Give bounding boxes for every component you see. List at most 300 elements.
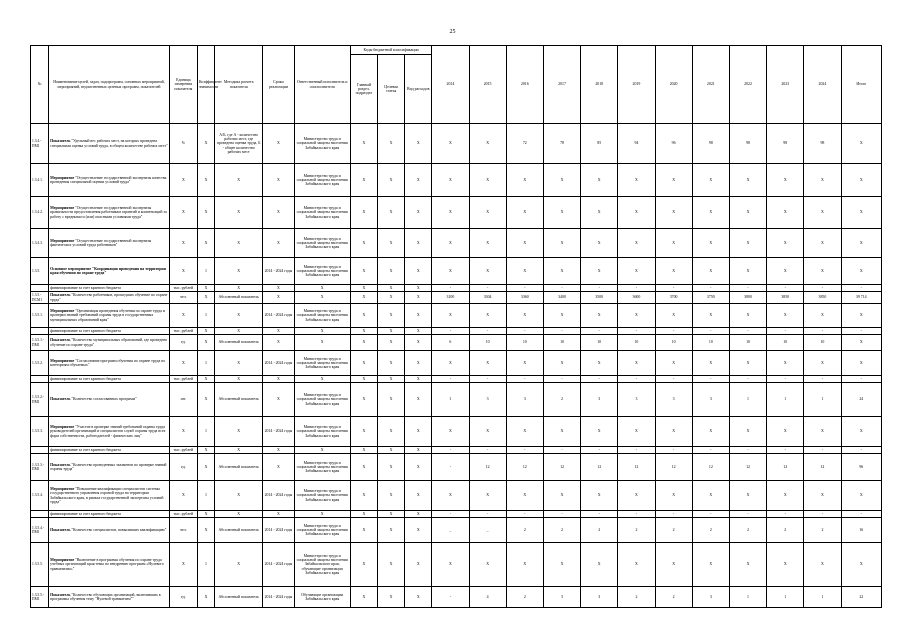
row-name [49, 417, 170, 447]
row-year-value: X [506, 229, 543, 258]
row-method: X [215, 376, 263, 383]
row-period: X [263, 383, 294, 417]
row-year-value: - [506, 447, 543, 454]
row-year-value: X [581, 543, 618, 587]
table-row [31, 417, 882, 447]
header-year: 2023 [767, 46, 804, 124]
row-total: X [841, 304, 881, 328]
row-year-value: X [655, 197, 692, 229]
row-year-value: X [469, 481, 506, 511]
row-target: X [377, 229, 404, 258]
table-row [31, 481, 882, 511]
row-coef: X [197, 335, 214, 351]
row-year-value: X [692, 258, 729, 285]
row-year-value: - [469, 376, 506, 383]
row-unit: тыс. рублей [169, 376, 197, 383]
row-total: - [841, 511, 881, 518]
row-year-value: X [543, 229, 580, 258]
header-coef: Коэффициент значимости [197, 46, 214, 124]
row-unit: тыс. рублей [169, 285, 197, 292]
row-total: X [841, 258, 881, 285]
row-year-value: X [692, 229, 729, 258]
row-name [49, 197, 170, 229]
header-year: 2016 [506, 46, 543, 124]
row-method: X [215, 229, 263, 258]
row-name [49, 454, 170, 481]
row-name-label: Показатель [50, 293, 71, 298]
table-row [31, 328, 882, 335]
row-year-value: - [767, 376, 804, 383]
row-total: X [841, 124, 881, 164]
row-period: X [263, 164, 294, 197]
row-year-value: 10 [767, 335, 804, 351]
row-coef: X [197, 587, 214, 608]
header-year: 2015 [469, 46, 506, 124]
row-total: - [841, 447, 881, 454]
row-year-value: X [804, 304, 841, 328]
row-responsible: Министерство труда и социальной защиты населения Забайкальского края [294, 351, 350, 376]
row-total: 24 [841, 383, 881, 417]
row-expense: X [405, 285, 432, 292]
row-year-value: 1 [729, 587, 766, 608]
row-period: 2014 - 2024 годы [263, 258, 294, 285]
row-section: X [350, 292, 377, 304]
row-year-value: X [655, 164, 692, 197]
row-year-value: 3 [692, 587, 729, 608]
row-expense: X [405, 447, 432, 454]
header-section: Главный раздел, подраздел [350, 55, 377, 124]
row-target: X [377, 124, 404, 164]
row-year-value: 1 [804, 587, 841, 608]
row-name-text: "Согласование программ обучения по охране труда по категориям обучаемых" [50, 358, 166, 367]
row-number [31, 285, 49, 292]
table-row [31, 164, 882, 197]
row-section: X [350, 328, 377, 335]
table-row [31, 304, 882, 328]
row-coef: X [197, 328, 214, 335]
row-year-value: 2 [618, 518, 655, 543]
row-method: X [215, 328, 263, 335]
row-responsible: Министерство труда и социальной защиты населения Забайкальского края [294, 258, 350, 285]
row-total: 96 [841, 454, 881, 481]
row-method: X [215, 285, 263, 292]
header-method: Методика расчета показателя [215, 46, 263, 124]
row-name [49, 447, 170, 454]
row-year-value: X [432, 304, 469, 328]
row-year-value: X [432, 164, 469, 197]
row-coef: X [197, 229, 214, 258]
row-year-value: - [469, 511, 506, 518]
row-name-text: финансирование за счет краевого бюджета [50, 376, 121, 381]
row-name-text: "Количество проведенных экзаменов по проверке знаний охраны труда" [50, 462, 167, 471]
row-name [49, 258, 170, 285]
row-year-value: X [469, 229, 506, 258]
row-year-value: - [692, 285, 729, 292]
row-year-value: X [432, 229, 469, 258]
row-year-value: X [543, 417, 580, 447]
row-coef: X [197, 518, 214, 543]
row-year-value: 96 [655, 124, 692, 164]
row-year-value: - [729, 285, 766, 292]
row-year-value: 2 [581, 518, 618, 543]
row-unit: X [169, 543, 197, 587]
row-year-value: X [543, 258, 580, 285]
row-period: X [263, 376, 294, 383]
row-coef: X [197, 292, 214, 304]
row-total: 39 714 [841, 292, 881, 304]
row-target: X [377, 417, 404, 447]
row-year-value: - [767, 285, 804, 292]
row-coef: X [197, 285, 214, 292]
row-year-value: - [432, 447, 469, 454]
row-coef: X [197, 383, 214, 417]
row-name [49, 285, 170, 292]
row-target: X [377, 351, 404, 376]
table-row [31, 197, 882, 229]
row-section: X [350, 447, 377, 454]
row-target: X [377, 335, 404, 351]
row-year-value: - [767, 447, 804, 454]
row-year-value: - [692, 328, 729, 335]
row-year-value: 2 [655, 587, 692, 608]
row-year-value: 2 [804, 518, 841, 543]
row-name [49, 164, 170, 197]
table-row [31, 285, 882, 292]
row-number: 1.3.5.5. [31, 543, 49, 587]
row-section: X [350, 383, 377, 417]
row-year-value: X [469, 258, 506, 285]
row-method: Абсолютный показатель [215, 518, 263, 543]
row-year-value: X [543, 351, 580, 376]
row-period: 2014 - 2024 годы [263, 518, 294, 543]
row-year-value: X [506, 164, 543, 197]
row-year-value: - [655, 447, 692, 454]
row-year-value: X [506, 197, 543, 229]
row-year-value: X [729, 164, 766, 197]
row-name-text: финансирование за счет краевого бюджета [50, 511, 121, 516]
header-year: 2021 [692, 46, 729, 124]
row-year-value: 72 [506, 124, 543, 164]
header-year: 2022 [729, 46, 766, 124]
row-period: 2014 - 2024 годы [263, 587, 294, 608]
row-year-value: X [804, 258, 841, 285]
row-expense: X [405, 351, 432, 376]
row-year-value: X [655, 417, 692, 447]
row-year-value: - [432, 328, 469, 335]
row-responsible: Обучающие организации Забайкальского края [294, 587, 350, 608]
row-year-value: 2 [729, 518, 766, 543]
row-year-value: 10 [543, 335, 580, 351]
row-year-value: 1 [432, 383, 469, 417]
row-year-value: X [655, 229, 692, 258]
row-year-value: X [729, 417, 766, 447]
table-row [31, 335, 882, 351]
row-year-value: X [767, 229, 804, 258]
row-year-value: 2 [767, 518, 804, 543]
table-row [31, 351, 882, 376]
row-method: X [215, 543, 263, 587]
row-year-value: X [581, 304, 618, 328]
row-year-value: - [729, 447, 766, 454]
row-year-value: X [767, 351, 804, 376]
row-year-value: - [581, 511, 618, 518]
row-section: X [350, 543, 377, 587]
row-year-value: X [432, 197, 469, 229]
row-total: - [841, 376, 881, 383]
row-year-value: 85 [581, 124, 618, 164]
row-year-value: X [543, 543, 580, 587]
row-year-value: 2 [506, 587, 543, 608]
row-period: X [263, 335, 294, 351]
row-number [31, 447, 49, 454]
row-target: X [377, 258, 404, 285]
row-total: X [841, 164, 881, 197]
row-method: Абсолютный показатель [215, 335, 263, 351]
header-num: № [31, 46, 49, 124]
row-year-value: - [543, 328, 580, 335]
row-year-value: X [729, 197, 766, 229]
row-coef: 1 [197, 481, 214, 511]
header-year: 2018 [581, 46, 618, 124]
row-year-value: X [767, 417, 804, 447]
row-year-value: 3600 [618, 292, 655, 304]
row-target: X [377, 285, 404, 292]
row-name-text: "Осуществление государственной экспертизы правильности предоставления работникам гарантий и компенсаций за работу с вредными и (или) опасными условиями труда" [50, 206, 167, 219]
row-unit: X [169, 481, 197, 511]
row-year-value: X [618, 164, 655, 197]
row-year-value: X [469, 124, 506, 164]
table-row [31, 587, 882, 608]
row-coef: X [197, 164, 214, 197]
row-name-text: "Количество обучающих организаций, включивших в программы обучения тему "Нулевой травматизм"" [50, 592, 161, 601]
row-expense: X [405, 417, 432, 447]
row-unit: тыс. рублей [169, 511, 197, 518]
row-year-value: X [581, 229, 618, 258]
row-period: 2014 - 2024 годы [263, 304, 294, 328]
row-name [49, 351, 170, 376]
row-target: X [377, 447, 404, 454]
row-expense: X [405, 383, 432, 417]
row-year-value: X [655, 351, 692, 376]
row-year-value: - [804, 447, 841, 454]
row-year-value: X [767, 304, 804, 328]
row-year-value: - [804, 328, 841, 335]
row-section: X [350, 335, 377, 351]
row-name-text: финансирование за счет краевого бюджета [50, 285, 121, 290]
row-total: X [841, 543, 881, 587]
row-year-value: X [618, 417, 655, 447]
row-responsible: Министерство труда и социальной защиты населения Забайкальского края [294, 164, 350, 197]
row-method: X [215, 417, 263, 447]
row-year-value: 3700 [655, 292, 692, 304]
row-year-value: 3400 [543, 292, 580, 304]
table-row [31, 447, 882, 454]
row-year-value: X [432, 258, 469, 285]
row-section: X [350, 511, 377, 518]
row-period: X [263, 328, 294, 335]
row-year-value: X [506, 417, 543, 447]
row-number: 1.3.5.5.-ПМ1 [31, 587, 49, 608]
row-year-value: - [581, 328, 618, 335]
row-year-value: X [432, 543, 469, 587]
row-name [49, 383, 170, 417]
row-year-value: X [692, 304, 729, 328]
row-method: X [215, 511, 263, 518]
row-year-value: X [469, 543, 506, 587]
row-name-label: Мероприятие [50, 486, 75, 491]
row-coef: X [197, 454, 214, 481]
row-section: X [350, 376, 377, 383]
row-name-label: Мероприятие [50, 238, 75, 243]
row-year-value: X [804, 417, 841, 447]
row-year-value: 3 [469, 383, 506, 417]
table-row [31, 258, 882, 285]
row-target: X [377, 518, 404, 543]
row-year-value: X [506, 543, 543, 587]
row-number: 1.3.4.-ПМ1 [31, 124, 49, 164]
row-year-value: 12 [767, 454, 804, 481]
row-year-value: 3 [655, 383, 692, 417]
row-target: X [377, 164, 404, 197]
row-responsible: Министерство труда и социальной защиты населения Забайкальского края [294, 197, 350, 229]
row-name-text: "Количество работников, прошедших обучение по охране труда" [50, 293, 168, 302]
row-number [31, 376, 49, 383]
row-name [49, 587, 170, 608]
row-name-text: финансирование за счет краевого бюджета [50, 328, 121, 333]
row-total: X [841, 417, 881, 447]
row-section: X [350, 285, 377, 292]
row-year-value: X [692, 481, 729, 511]
header-period: Сроки реализации [263, 46, 294, 124]
row-section: X [350, 197, 377, 229]
row-year-value: - [581, 376, 618, 383]
row-responsible: Министерство труда и социальной защиты населения Забайкальского края [294, 454, 350, 481]
header-target-article: Целевая статья [377, 55, 404, 124]
row-expense: X [405, 304, 432, 328]
row-name [49, 543, 170, 587]
row-year-value: 98 [692, 124, 729, 164]
table-row [31, 543, 882, 587]
row-year-value: 2 [506, 518, 543, 543]
row-year-value: 98 [804, 124, 841, 164]
header-responsible: Ответственный исполнитель и соисполнители [294, 46, 350, 124]
row-unit: чел. [169, 518, 197, 543]
row-unit: X [169, 229, 197, 258]
row-total: 22 [841, 587, 881, 608]
row-year-value: - [432, 511, 469, 518]
row-expense: X [405, 164, 432, 197]
row-section: X [350, 258, 377, 285]
row-year-value: X [804, 197, 841, 229]
row-unit: ед. [169, 454, 197, 481]
row-name [49, 376, 170, 383]
row-responsible: Министерство труда и социальной защиты населения Забайкальского края [294, 383, 350, 417]
row-section: X [350, 124, 377, 164]
row-year-value: _ [432, 518, 469, 543]
row-number: 1.3.5.1.-ПМ1 [31, 335, 49, 351]
row-year-value: 10 [804, 335, 841, 351]
row-name-label: Показатель [50, 462, 71, 467]
row-year-value: - [692, 511, 729, 518]
row-year-value: - [506, 511, 543, 518]
row-year-value: X [581, 417, 618, 447]
row-year-value: - [618, 328, 655, 335]
row-responsible: X [294, 376, 350, 383]
row-year-value: X [729, 304, 766, 328]
row-year-value: 10 [469, 335, 506, 351]
row-number: 1.3.4.2. [31, 197, 49, 229]
row-responsible: Министерство труда и социальной защиты населения Забайкальского края [294, 518, 350, 543]
row-year-value: 4 [469, 587, 506, 608]
row-year-value: 3 [506, 383, 543, 417]
header-year: 2014 [432, 46, 469, 124]
row-coef: 1 [197, 417, 214, 447]
header-total: Итого [841, 46, 881, 124]
row-name-text: "Удельный вес рабочих мест, на которых проведена специальная оценка условий труда, в общем количестве рабочих мест" [50, 139, 168, 148]
row-year-value: 6 [432, 335, 469, 351]
row-method: X [215, 258, 263, 285]
header-unit: Единица измерения показателя [169, 46, 197, 124]
row-year-value: - [767, 328, 804, 335]
row-responsible: Министерство труда и социальной защиты населения Забайкальского края, обучающие организации Забайкальского края [294, 543, 350, 587]
row-year-value: X [804, 543, 841, 587]
row-year-value: - [469, 285, 506, 292]
row-section: X [350, 518, 377, 543]
row-year-value: 10 [655, 335, 692, 351]
row-expense: X [405, 258, 432, 285]
row-expense: X [405, 229, 432, 258]
row-year-value: 12 [469, 454, 506, 481]
row-year-value: 2 [655, 518, 692, 543]
row-year-value: X [581, 481, 618, 511]
program-table [30, 45, 882, 608]
row-target: X [377, 383, 404, 417]
table-body [31, 124, 882, 608]
row-coef: X [197, 376, 214, 383]
row-year-value: 3 [618, 383, 655, 417]
row-name [49, 481, 170, 511]
row-method: X [215, 351, 263, 376]
row-unit: X [169, 197, 197, 229]
row-year-value: 1 [767, 383, 804, 417]
row-coef: 1 [197, 304, 214, 328]
row-target: X [377, 197, 404, 229]
row-year-value: - [655, 285, 692, 292]
row-year-value: X [729, 481, 766, 511]
row-target: X [377, 376, 404, 383]
row-year-value: 10 [729, 335, 766, 351]
row-year-value: 3304 [469, 292, 506, 304]
row-year-value: 10 [618, 335, 655, 351]
row-year-value: 3850 [767, 292, 804, 304]
row-year-value: X [804, 229, 841, 258]
row-responsible: Министерство труда и социальной защиты населения Забайкальского края [294, 417, 350, 447]
row-year-value: 12 [692, 454, 729, 481]
row-number: 1.3.5.3. [31, 417, 49, 447]
row-unit: X [169, 164, 197, 197]
row-name-label: Мероприятие [50, 558, 75, 563]
row-unit: X [169, 304, 197, 328]
row-number [31, 511, 49, 518]
row-year-value: 3750 [692, 292, 729, 304]
row-name [49, 292, 170, 304]
row-period: X [263, 229, 294, 258]
row-unit: тыс. рублей [169, 447, 197, 454]
row-expense: X [405, 124, 432, 164]
row-year-value: X [581, 197, 618, 229]
row-method: X [215, 304, 263, 328]
table-row [31, 518, 882, 543]
